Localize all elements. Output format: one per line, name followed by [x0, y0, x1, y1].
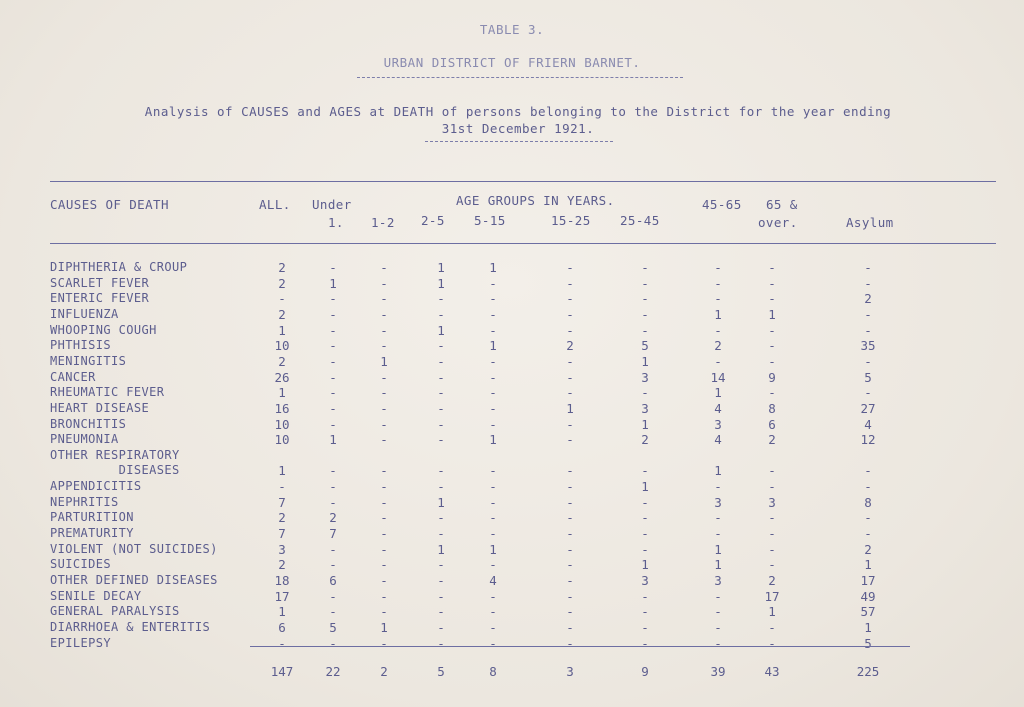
cell-2-5: -	[437, 463, 445, 479]
cell-asylum: -	[864, 275, 872, 291]
cell-2-5: -	[437, 588, 445, 604]
cell-2-5: -	[437, 400, 445, 416]
cell-2-5: 1	[437, 275, 445, 291]
row-cause-label: PNEUMONIA	[50, 432, 119, 447]
cell-25-45: 1	[641, 416, 649, 432]
cell-asylum: -	[864, 260, 872, 275]
cell-asylum: -	[864, 322, 872, 338]
cell-under-1: -	[329, 322, 337, 338]
cell-1-2: -	[380, 479, 388, 495]
cell-asylum: -	[864, 526, 872, 542]
cell-5-15: -	[489, 604, 497, 620]
header-2-5: 2-5	[421, 213, 445, 228]
cell-1-2: -	[380, 541, 388, 557]
cell-2-5: -	[437, 385, 445, 401]
cell-65-over: -	[768, 510, 776, 526]
header-under-1: 1.	[328, 215, 344, 230]
header-bottom-rule	[50, 243, 996, 244]
cell-asylum: -	[864, 510, 872, 526]
cell-asylum: 2	[864, 541, 872, 557]
cell-25-45: -	[641, 260, 649, 275]
cell-5-15: -	[489, 369, 497, 385]
header-45-65: 45-65	[702, 197, 742, 212]
cell-45-65: -	[714, 353, 722, 369]
total-65-over: 43	[764, 664, 780, 679]
cell-65-over: 1	[768, 306, 776, 322]
cell-45-65: 1	[714, 557, 722, 573]
cell-65-over: -	[768, 557, 776, 573]
cell-2-5: -	[437, 338, 445, 354]
cell-5-15: -	[489, 385, 497, 401]
header-25-45: 25-45	[620, 213, 660, 228]
cell-all: 10	[274, 432, 290, 448]
total-asylum: 225	[856, 664, 880, 679]
row-cause-label: GENERAL PARALYSIS	[50, 604, 180, 619]
cell-all: 3	[278, 541, 286, 557]
header-1-2: 1-2	[371, 215, 395, 230]
cell-45-65: 3	[714, 573, 722, 588]
cell-15-25: -	[566, 604, 574, 620]
cell-asylum: -	[864, 479, 872, 495]
cell-under-1: 6	[329, 573, 337, 588]
cell-under-1: 1	[329, 275, 337, 291]
cell-5-15: -	[489, 275, 497, 291]
cell-5-15: -	[489, 619, 497, 635]
cell-under-1: -	[329, 541, 337, 557]
cell-25-45: 3	[641, 369, 649, 385]
cell-under-1: -	[329, 479, 337, 495]
cell-1-2: -	[380, 557, 388, 573]
cell-65-over: -	[768, 338, 776, 354]
cell-1-2: -	[380, 526, 388, 542]
cell-5-15: -	[489, 479, 497, 495]
cell-2-5: -	[437, 573, 445, 588]
cell-under-1: -	[329, 353, 337, 369]
row-cause-label: APPENDICITIS	[50, 479, 142, 494]
cell-5-15: -	[489, 557, 497, 573]
cell-2-5: 1	[437, 260, 445, 275]
cell-45-65: -	[714, 260, 722, 275]
cell-all: 2	[278, 353, 286, 369]
cell-65-over: -	[768, 385, 776, 401]
cell-asylum: 1	[864, 557, 872, 573]
cell-15-25: -	[566, 306, 574, 322]
cell-45-65: -	[714, 322, 722, 338]
cell-15-25: -	[566, 510, 574, 526]
total-5-15: 8	[489, 664, 497, 679]
cell-1-2: -	[380, 463, 388, 479]
cell-all: 2	[278, 260, 286, 275]
cell-2-5: -	[437, 526, 445, 542]
cell-under-1: -	[329, 369, 337, 385]
cell-1-2: -	[380, 432, 388, 448]
row-cause-label: HEART DISEASE	[50, 400, 150, 415]
cell-5-15: -	[489, 353, 497, 369]
cell-65-over: 6	[768, 416, 776, 432]
cell-25-45: -	[641, 385, 649, 401]
cell-under-1: 5	[329, 619, 337, 635]
cell-15-25: -	[566, 635, 574, 651]
cell-under-1: -	[329, 557, 337, 573]
cell-asylum: 2	[864, 291, 872, 307]
cell-15-25: -	[566, 463, 574, 479]
cell-25-45: 1	[641, 479, 649, 495]
total-45-65: 39	[710, 664, 726, 679]
cell-all: 1	[278, 322, 286, 338]
cell-1-2: -	[380, 573, 388, 588]
row-cause-label: DIARRHOEA & ENTERITIS	[50, 619, 211, 634]
cell-15-25: -	[566, 479, 574, 495]
cell-45-65: 2	[714, 338, 722, 354]
cell-under-1: -	[329, 306, 337, 322]
cell-65-over: 2	[768, 573, 776, 588]
header-asylum: Asylum	[846, 215, 894, 230]
cell-2-5: -	[437, 619, 445, 635]
cell-all: 2	[278, 510, 286, 526]
cell-all: 17	[274, 588, 290, 604]
row-cause-label: PREMATURITY	[50, 526, 134, 541]
cell-45-65: -	[714, 526, 722, 542]
cell-15-25: -	[566, 291, 574, 307]
cell-15-25: -	[566, 494, 574, 510]
cell-all: -	[278, 291, 286, 307]
cell-under-1: -	[329, 494, 337, 510]
cell-65-over: 1	[768, 604, 776, 620]
cell-asylum: -	[864, 463, 872, 479]
table-number: TABLE 3.	[479, 22, 545, 37]
cell-5-15: 1	[489, 432, 497, 448]
cell-65-over: -	[768, 541, 776, 557]
cell-1-2: -	[380, 604, 388, 620]
row-cause-label: OTHER DEFINED DISEASES	[50, 573, 218, 587]
cell-65-over: -	[768, 322, 776, 338]
total-2-5: 5	[437, 664, 445, 679]
cell-15-25: -	[566, 432, 574, 448]
cell-15-25: -	[566, 619, 574, 635]
cell-under-1: -	[329, 604, 337, 620]
cell-all: 10	[274, 338, 290, 354]
cell-65-over: -	[768, 260, 776, 275]
analysis-underline	[425, 141, 613, 142]
cell-all: 2	[278, 275, 286, 291]
cell-25-45: -	[641, 510, 649, 526]
cell-25-45: -	[641, 526, 649, 542]
cell-25-45: -	[641, 619, 649, 635]
row-cause-label: DIPHTHERIA & CROUP	[50, 260, 188, 274]
cell-45-65: -	[714, 635, 722, 651]
cell-25-45: -	[641, 494, 649, 510]
cell-65-over: -	[768, 353, 776, 369]
cell-1-2: 1	[380, 353, 388, 369]
cell-65-over: -	[768, 291, 776, 307]
cell-under-1: -	[329, 260, 337, 275]
row-cause-label: ENTERIC FEVER	[50, 291, 150, 306]
cell-under-1: 1	[329, 432, 337, 448]
cell-5-15: 1	[489, 338, 497, 354]
cell-1-2: -	[380, 338, 388, 354]
cell-45-65: 3	[714, 416, 722, 432]
cell-asylum: -	[864, 353, 872, 369]
cell-asylum: 57	[860, 604, 876, 620]
cell-45-65: -	[714, 479, 722, 495]
cell-2-5: 1	[437, 494, 445, 510]
cell-25-45: 3	[641, 573, 649, 588]
row-cause-label: DISEASES	[50, 463, 180, 478]
cell-2-5: -	[437, 635, 445, 651]
row-cause-label: SCARLET FEVER	[50, 275, 150, 290]
cell-45-65: 1	[714, 306, 722, 322]
row-cause-label: PHTHISIS	[50, 338, 111, 353]
cell-1-2: -	[380, 369, 388, 385]
cell-15-25: 1	[566, 400, 574, 416]
cell-45-65: -	[714, 291, 722, 307]
cell-65-over: -	[768, 526, 776, 542]
cell-all: 7	[278, 526, 286, 542]
header-age-groups: AGE GROUPS IN YEARS.	[456, 193, 615, 208]
cell-all: 18	[274, 573, 290, 588]
cell-15-25: -	[566, 557, 574, 573]
cell-1-2: -	[380, 400, 388, 416]
cell-15-25: -	[566, 541, 574, 557]
cell-all: 1	[278, 385, 286, 401]
cell-25-45: -	[641, 306, 649, 322]
cell-25-45: -	[641, 322, 649, 338]
cell-2-5: -	[437, 510, 445, 526]
cell-1-2: 1	[380, 619, 388, 635]
cell-5-15: -	[489, 463, 497, 479]
cell-1-2: -	[380, 260, 388, 275]
cell-1-2: -	[380, 510, 388, 526]
cell-2-5: -	[437, 479, 445, 495]
cell-45-65: 1	[714, 463, 722, 479]
cell-under-1: -	[329, 291, 337, 307]
row-cause-label: SENILE DECAY	[50, 588, 142, 603]
row-cause-label: EPILEPSY	[50, 635, 111, 650]
cell-asylum: -	[864, 385, 872, 401]
total-25-45: 9	[641, 664, 649, 679]
cell-under-1: 7	[329, 526, 337, 542]
cell-1-2: -	[380, 416, 388, 432]
cell-asylum: 27	[860, 400, 876, 416]
cell-15-25: -	[566, 275, 574, 291]
cell-asylum: 5	[864, 369, 872, 385]
cell-15-25: -	[566, 588, 574, 604]
cell-25-45: -	[641, 604, 649, 620]
district-title: URBAN DISTRICT OF FRIERN BARNET.	[383, 55, 641, 70]
header-15-25: 15-25	[551, 213, 591, 228]
cell-asylum: 4	[864, 416, 872, 432]
cell-5-15: -	[489, 494, 497, 510]
cell-25-45: -	[641, 588, 649, 604]
cell-5-15: 4	[489, 573, 497, 588]
analysis-title-line2: 31st December 1921.	[441, 121, 595, 136]
cell-all: -	[278, 635, 286, 651]
cell-65-over: -	[768, 619, 776, 635]
cell-under-1: -	[329, 416, 337, 432]
cell-15-25: -	[566, 573, 574, 588]
cell-5-15: -	[489, 526, 497, 542]
cell-2-5: -	[437, 432, 445, 448]
cell-2-5: 1	[437, 541, 445, 557]
cell-15-25: -	[566, 260, 574, 275]
total-rule	[250, 646, 910, 647]
row-cause-label: NEPHRITIS	[50, 494, 119, 509]
cell-1-2: -	[380, 291, 388, 307]
cell-all: -	[278, 479, 286, 495]
cell-all: 1	[278, 463, 286, 479]
cell-5-15: -	[489, 588, 497, 604]
cell-65-over: 3	[768, 494, 776, 510]
cell-45-65: 14	[710, 369, 726, 385]
row-cause-label: WHOOPING COUGH	[50, 322, 157, 337]
cell-asylum: 8	[864, 494, 872, 510]
cell-65-over: -	[768, 463, 776, 479]
header-under: Under	[312, 197, 352, 212]
cell-2-5: -	[437, 604, 445, 620]
cell-1-2: -	[380, 635, 388, 651]
cell-1-2: -	[380, 306, 388, 322]
cell-25-45: 2	[641, 432, 649, 448]
row-cause-label: CANCER	[50, 369, 96, 384]
row-cause-label: PARTURITION	[50, 510, 134, 525]
cell-2-5: -	[437, 353, 445, 369]
cell-under-1: -	[329, 463, 337, 479]
cell-all: 7	[278, 494, 286, 510]
cell-65-over: -	[768, 275, 776, 291]
cell-5-15: -	[489, 291, 497, 307]
cell-1-2: -	[380, 275, 388, 291]
cell-under-1: 2	[329, 510, 337, 526]
cell-1-2: -	[380, 322, 388, 338]
cell-5-15: -	[489, 306, 497, 322]
cell-asylum: 49	[860, 588, 876, 604]
cell-2-5: -	[437, 306, 445, 322]
cell-25-45: -	[641, 541, 649, 557]
cell-2-5: 1	[437, 322, 445, 338]
cell-under-1: -	[329, 588, 337, 604]
cell-2-5: -	[437, 557, 445, 573]
total-1-2: 2	[380, 664, 388, 679]
cell-2-5: -	[437, 416, 445, 432]
cell-2-5: -	[437, 291, 445, 307]
cell-25-45: 1	[641, 353, 649, 369]
header-over: over.	[758, 215, 798, 230]
cell-5-15: 1	[489, 260, 497, 275]
row-cause-label: OTHER RESPIRATORY	[50, 447, 180, 462]
cell-45-65: -	[714, 588, 722, 604]
header-causes: CAUSES OF DEATH	[50, 197, 169, 212]
header-5-15: 5-15	[474, 213, 506, 228]
cell-45-65: 4	[714, 400, 722, 416]
cell-25-45: -	[641, 463, 649, 479]
cell-5-15: -	[489, 510, 497, 526]
cell-65-over: 9	[768, 369, 776, 385]
title-underline	[357, 77, 683, 78]
total-under-1: 22	[325, 664, 341, 679]
analysis-title-line1: Analysis of CAUSES and AGES at DEATH of persons belonging to the District for the year ending	[144, 104, 892, 119]
cell-asylum: 12	[860, 432, 876, 448]
header-all: ALL.	[259, 197, 291, 212]
cell-asylum: -	[864, 306, 872, 322]
cell-all: 6	[278, 619, 286, 635]
header-65-and: 65 &	[766, 197, 798, 212]
cell-1-2: -	[380, 588, 388, 604]
cell-all: 10	[274, 416, 290, 432]
cell-asylum: 17	[860, 573, 876, 588]
cell-15-25: -	[566, 526, 574, 542]
cell-15-25: -	[566, 369, 574, 385]
row-cause-label: SUICIDES	[50, 557, 111, 572]
row-cause-label: MENINGITIS	[50, 353, 127, 368]
row-cause-label: RHEUMATIC FEVER	[50, 385, 165, 400]
cell-15-25: -	[566, 416, 574, 432]
cell-5-15: -	[489, 635, 497, 651]
cell-asylum: 35	[860, 338, 876, 354]
cell-65-over: 2	[768, 432, 776, 448]
row-cause-label: BRONCHITIS	[50, 416, 127, 431]
cell-5-15: -	[489, 400, 497, 416]
cell-all: 16	[274, 400, 290, 416]
cell-25-45: -	[641, 275, 649, 291]
cell-1-2: -	[380, 385, 388, 401]
cell-asylum: 5	[864, 635, 872, 651]
cell-2-5: -	[437, 369, 445, 385]
cell-15-25: 2	[566, 338, 574, 354]
total-all: 147	[270, 664, 294, 679]
cell-15-25: -	[566, 322, 574, 338]
cell-asylum: 1	[864, 619, 872, 635]
cell-all: 2	[278, 557, 286, 573]
cell-all: 2	[278, 306, 286, 322]
cell-5-15: -	[489, 416, 497, 432]
cell-under-1: -	[329, 635, 337, 651]
cell-45-65: 3	[714, 494, 722, 510]
cell-65-over: 8	[768, 400, 776, 416]
cell-under-1: -	[329, 385, 337, 401]
cell-45-65: -	[714, 510, 722, 526]
cell-1-2: -	[380, 494, 388, 510]
row-cause-label: INFLUENZA	[50, 306, 119, 321]
cell-45-65: 1	[714, 541, 722, 557]
cell-under-1: -	[329, 400, 337, 416]
cell-5-15: 1	[489, 541, 497, 557]
cell-25-45: -	[641, 291, 649, 307]
cell-5-15: -	[489, 322, 497, 338]
cell-25-45: 3	[641, 400, 649, 416]
cell-65-over: -	[768, 635, 776, 651]
cell-45-65: -	[714, 275, 722, 291]
cell-45-65: 4	[714, 432, 722, 448]
cell-45-65: -	[714, 604, 722, 620]
cell-25-45: 5	[641, 338, 649, 354]
cell-under-1: -	[329, 338, 337, 354]
row-cause-label: VIOLENT (NOT SUICIDES)	[50, 541, 218, 556]
cell-65-over: 17	[764, 588, 780, 604]
cell-45-65: 1	[714, 385, 722, 401]
cell-all: 26	[274, 369, 290, 385]
table-top-rule	[50, 181, 996, 182]
cell-15-25: -	[566, 385, 574, 401]
total-15-25: 3	[566, 664, 574, 679]
cell-65-over: -	[768, 479, 776, 495]
cell-25-45: 1	[641, 557, 649, 573]
cell-45-65: -	[714, 619, 722, 635]
cell-all: 1	[278, 604, 286, 620]
cell-15-25: -	[566, 353, 574, 369]
cell-25-45: -	[641, 635, 649, 651]
